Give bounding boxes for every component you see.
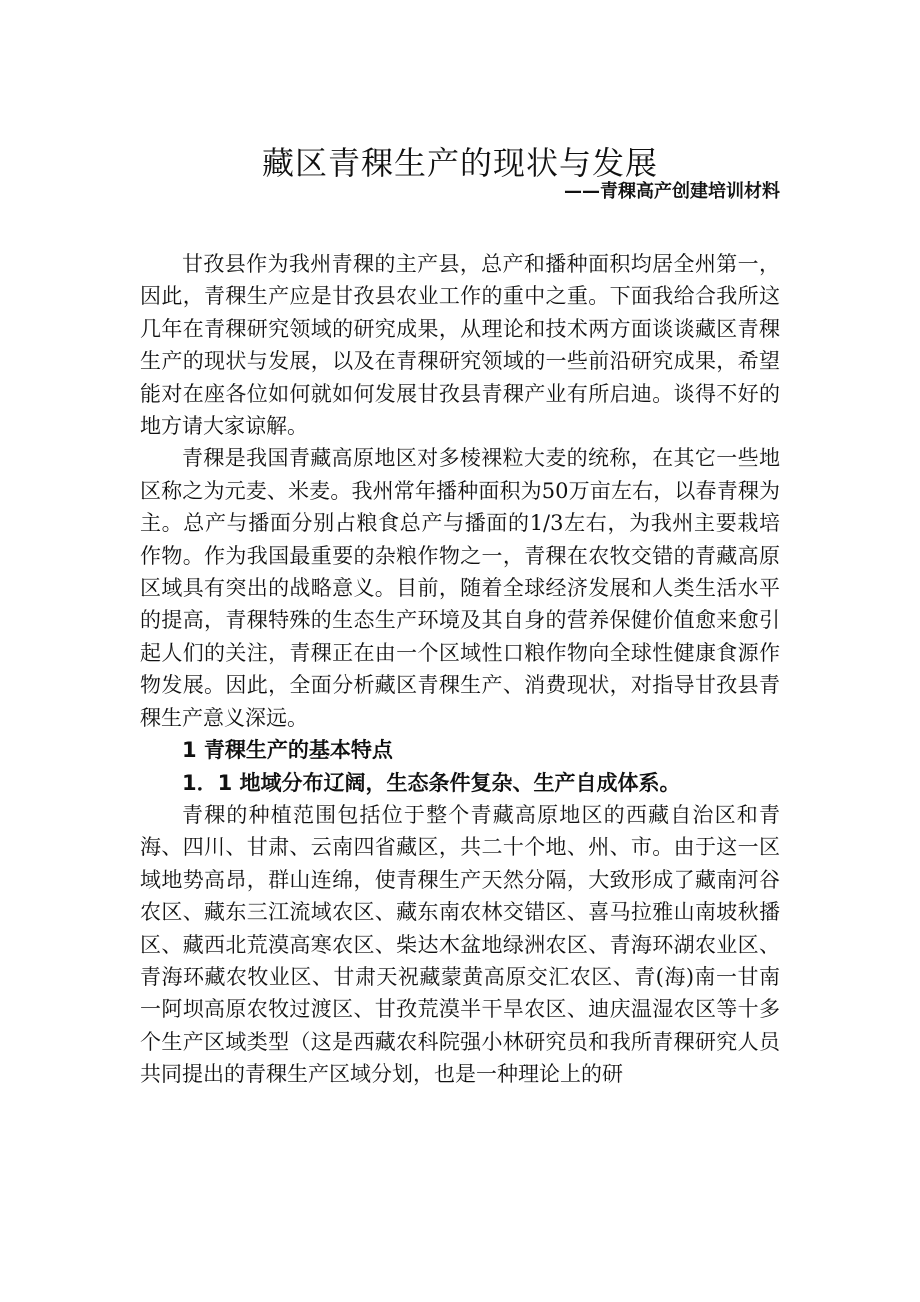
section-heading: 1 青稞生产的基本特点 (182, 738, 393, 763)
paragraph-intro: 甘孜县作为我州青稞的主产县，总产和播种面积均居全州第一，因此，青稞生产应是甘孜县农业工作的重中之重。下面我给合我所这几年在青稞研究领域的研究成果，从理论和技术两方面谈谈藏区青稞生产的现状与发展，以及在青稞研究领域的一些前沿研究成果，希望能对在座各位如何就如何发展甘孜县青稞产业有所启迪。谈得不好的地方请大家谅解。 (140, 252, 780, 439)
document-body (140, 248, 780, 1091)
paragraph-background: 青稞是我国青藏高原地区对多棱裸粒大麦的统称，在其它一些地区称之为元麦、米麦。我州常年播种面积为50万亩左右，以春青稞为主。总产与播面分别占粮食总产与播面的1/3左右，为我州主要栽培作物。作为我国最重要的杂粮作物之一，青稞在农牧交错的青藏高原区域具有突出的战略意义。目前，随着全球经济发展和人类生活水平的提高，青稞特殊的生态生产环境及其自身的营养保健价值愈来愈引起人们的关注，青稞正在由一个区域性口粮作物向全球性健康食源作物发展。因此，全面分析藏区青稞生产、消费现状，对指导甘孜县青稞生产意义深远。 (140, 446, 780, 730)
document-subtitle: ——青稞高产创建培训材料 (564, 181, 780, 202)
document-title: 藏区青稞生产的现状与发展 (261, 144, 658, 183)
paragraph-distribution: 青稞的种植范围包括位于整个青藏高原地区的西藏自治区和青海、四川、甘肃、云南四省藏区，共二十个地、州、市。由于这一区域地势高昂，群山连绵，使青稞生产天然分隔，大致形成了藏南河谷农区、藏东三江流域农区、藏东南农林交错区、喜马拉雅山南坡秋播区、藏西北荒漠高寒农区、柴达木盆地绿洲农区、青海环湖农业区、青海环藏农牧业区、甘肃天祝藏蒙黄高原交汇农区、青(海)南一甘南一阿坝高原农牧过渡区、甘孜荒漠半干旱农区、迪庆温湿农区等十多个生产区域类型（这是西藏农科院强小林研究员和我所青稞研究人员共同提出的青稞生产区域分划，也是一种理论上的研 (140, 802, 780, 1087)
subsection-heading: 1．1 地域分布辽阔，生态条件复杂、生产自成体系。 (182, 770, 681, 795)
